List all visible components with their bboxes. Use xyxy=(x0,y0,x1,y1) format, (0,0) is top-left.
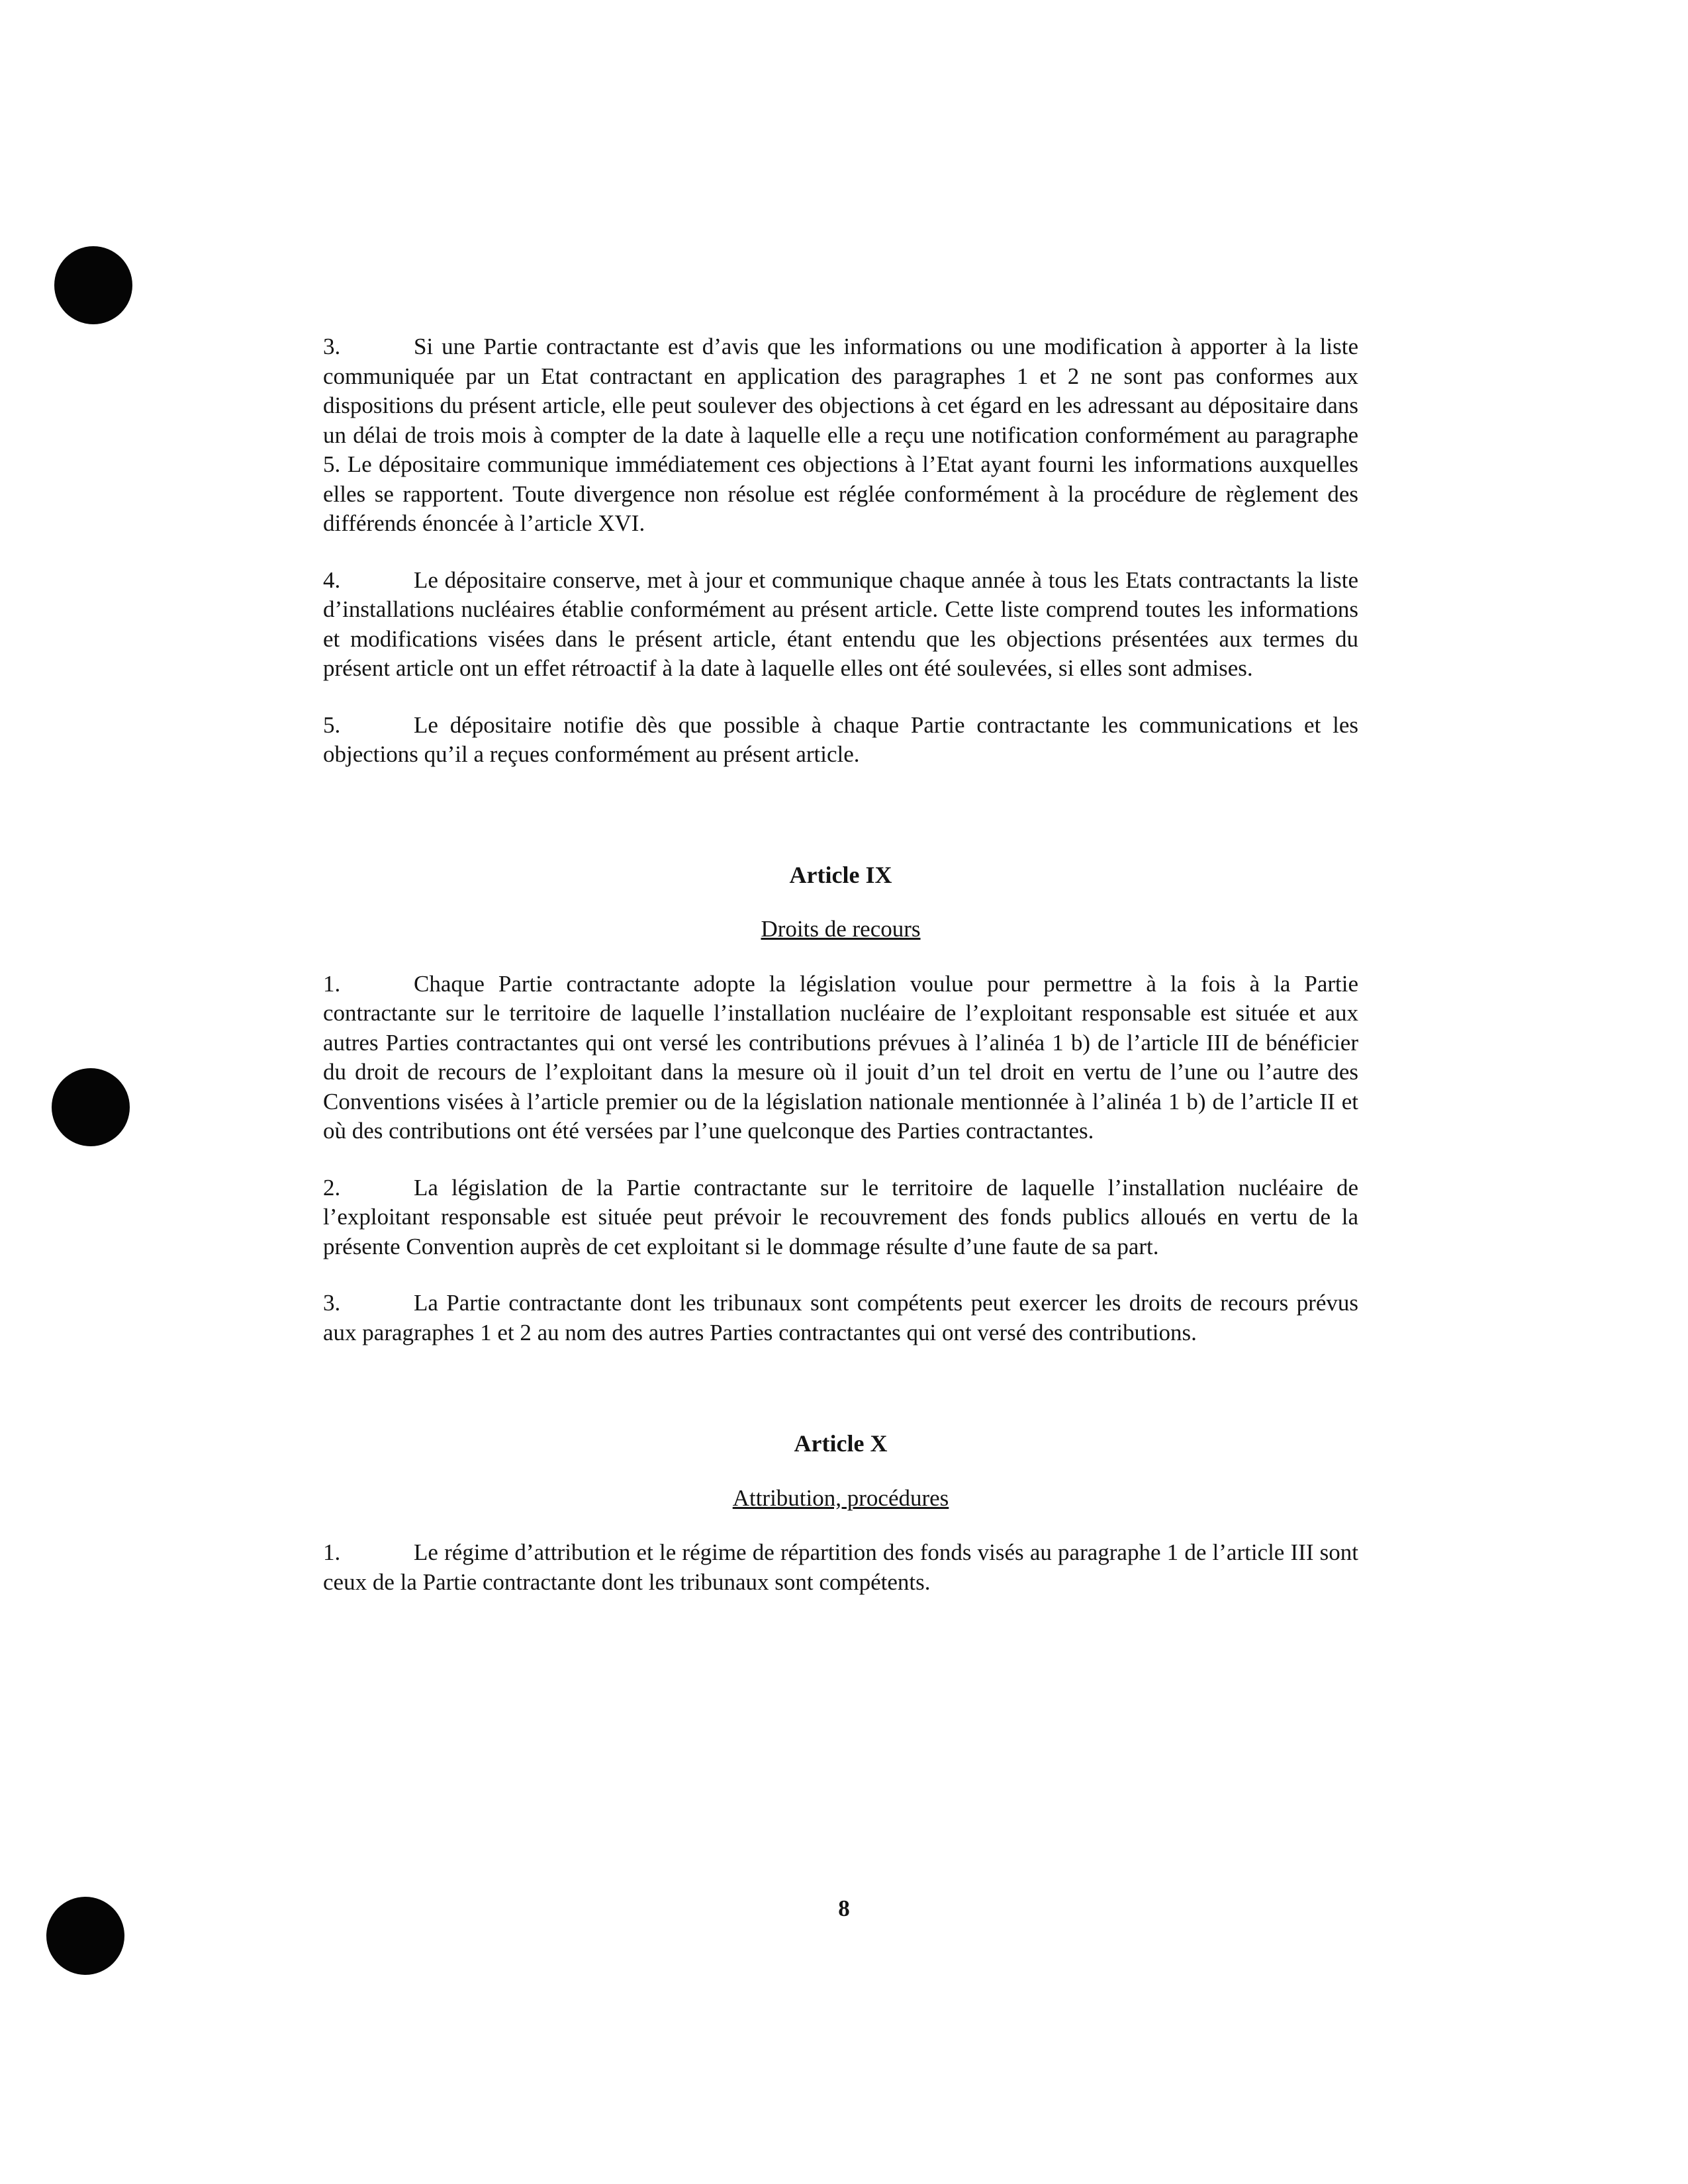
article-title: Article IX xyxy=(789,861,892,888)
paragraph-text: Le dépositaire notifie dès que possible à chaque Partie contractante les communications et les objections qu’il a reçues conformément au présent article. xyxy=(323,711,1358,767)
paragraph-text: La législation de la Partie contractante sur le territoire de laquelle l’installation nucléaire de l’exploitant responsable est située peut prévoir le recouvrement des fonds publics alloués en vertu de la présente Convention auprès de cet exploitant si le dommage résulte d’une faute de sa part. xyxy=(323,1174,1358,1259)
document-body xyxy=(323,332,1358,1624)
article-ix-section xyxy=(323,860,1358,1348)
paragraph-number: 3. xyxy=(323,1290,341,1316)
paragraph xyxy=(323,711,1358,770)
article-title: Article X xyxy=(794,1430,888,1457)
paragraph xyxy=(323,1538,1358,1597)
article-subtitle: Droits de recours xyxy=(761,916,921,942)
paragraph-number: 3. xyxy=(323,334,341,359)
paragraph xyxy=(323,1173,1358,1262)
paragraph xyxy=(323,1289,1358,1347)
punch-hole xyxy=(52,1068,130,1146)
paragraph-text: Le dépositaire conserve, met à jour et communique chaque année à tous les Etats contractants la liste d’installations nucléaires établie conformément au présent article. Cette liste comprend toutes les informations et modifications visées dans le présent article, étant entendu que les objections présentées aux termes du présent article ont un effet rétroactif à la date à laquelle elles ont été soulevées, si elles sont admises. xyxy=(323,567,1358,681)
paragraph-number: 5. xyxy=(323,711,341,738)
paragraph-number: 2. xyxy=(323,1174,341,1201)
paragraph-text: Le régime d’attribution et le régime de répartition des fonds visés au paragraphe 1 de l’article III sont ceux de la Partie contractante dont les tribunaux sont compétents. xyxy=(323,1539,1358,1595)
paragraph-number: 4. xyxy=(323,567,341,593)
punch-hole xyxy=(54,246,132,324)
paragraph-text: Chaque Partie contractante adopte la législation voulue pour permettre à la fois à la Partie contractante sur le territoire de laquelle l’installation nucléaire de l’exploitant responsable est située et aux autres Parties contractantes qui ont versé les contributions prévues à l’alinéa 1 b) de l’article III de bénéficier du droit de recours de l’exploitant dans la mesure où il jouit d’un tel droit en vertu de l’une ou l’autre des Conventions visées à l’article premier ou de la législation nationale mentionnée à l’alinéa 1 b) de l’article II et où des contributions ont été versées par l’une quelconque des Parties contractantes. xyxy=(323,970,1358,1144)
paragraph-text: La Partie contractante dont les tribunaux sont compétents peut exercer les droits de recours prévus aux paragraphes 1 et 2 au nom des autres Parties contractantes qui ont versé des contributions. xyxy=(323,1290,1358,1345)
paragraph-text: Si une Partie contractante est d’avis que les informations ou une modification à apporter à la liste communiquée par un Etat contractant en application des paragraphes 1 et 2 ne sont pas conformes aux dispositions du présent article, elle peut soulever des objections à cet égard en les adressant au dépositaire dans un délai de trois mois à compter de la date à laquelle elle a reçu une notification conformément au paragraphe 5. Le dépositaire communique immédiatement ces objections à l’Etat ayant fourni les informations auxquelles elles se rapportent. Toute divergence non résolue est réglée conformément à la procédure de règlement des différends énoncée à l’article XVI. xyxy=(323,334,1358,536)
paragraph xyxy=(323,332,1358,539)
page-number: 8 xyxy=(838,1895,850,1921)
paragraph xyxy=(323,566,1358,684)
paragraph-number: 1. xyxy=(323,970,341,997)
article-subtitle: Attribution, procédures xyxy=(732,1484,949,1511)
paragraph-number: 1. xyxy=(323,1539,341,1565)
article-x-section xyxy=(323,1429,1358,1597)
paragraph xyxy=(323,970,1358,1146)
